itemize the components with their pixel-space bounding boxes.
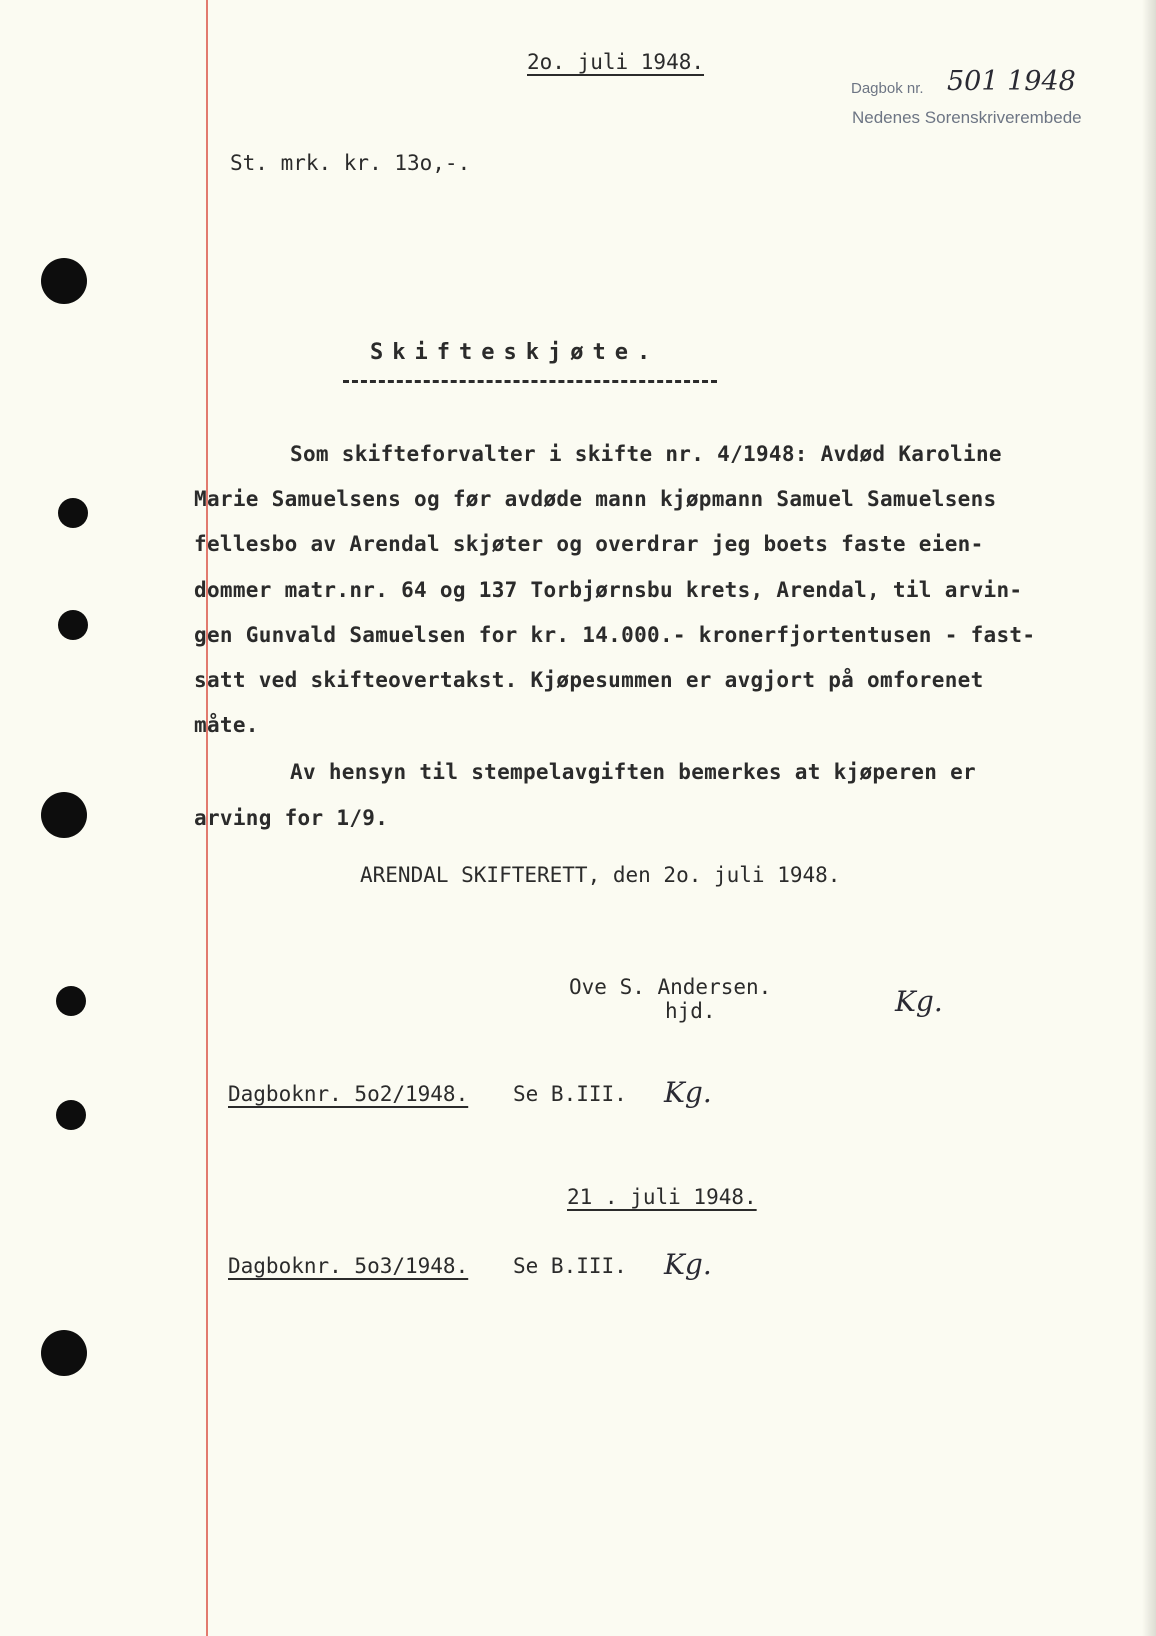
body-line: Som skifteforvalter i skifte nr. 4/1948: Avdød Karoline [290, 442, 1002, 466]
body-line: måte. [194, 713, 259, 737]
body-line: gen Gunvald Samuelsen for kr. 14.000.- kronerfjortentusen - fast- [194, 623, 1036, 647]
place-date: ARENDAL SKIFTERETT, den 2o. juli 1948. [360, 863, 841, 887]
signature-initials: Kg. [895, 985, 943, 1018]
diary-entry-ref: Dagboknr. 5o3/1948. [228, 1254, 469, 1278]
signatory-name: Ove S. Andersen. [569, 975, 772, 999]
body-line: fellesbo av Arendal skjøter og overdrar jeg boets faste eien- [194, 532, 984, 556]
diary-entry-initials: Kg. [664, 1076, 712, 1109]
stamp-label: Dagbok nr. [851, 80, 924, 97]
body-line: Av hensyn til stempelavgiften bemerkes at kjøperen er [290, 760, 976, 784]
document-title: Skifteskjøte. [370, 340, 660, 365]
punch-hole [41, 258, 87, 304]
body-line: dommer matr.nr. 64 og 137 Torbjørnsbu krets, Arendal, til arvin- [194, 578, 1023, 602]
second-date: 21 . juli 1948. [567, 1185, 757, 1209]
header-date: 2o. juli 1948. [527, 50, 705, 74]
punch-hole [56, 1100, 86, 1130]
body-line: satt ved skifteovertakst. Kjøpesummen er avgjort på omforenet [194, 668, 984, 692]
signatory-suffix: hjd. [665, 999, 716, 1023]
punch-hole [58, 610, 88, 640]
page-edge-shadow [1142, 0, 1156, 1636]
stamp-number: 501 1948 [947, 66, 1076, 97]
punch-hole [41, 1330, 87, 1376]
body-line: arving for 1/9. [194, 806, 389, 830]
diary-entry-note: Se B.III. [513, 1254, 627, 1278]
punch-hole [41, 792, 87, 838]
diary-entry-ref: Dagboknr. 5o2/1948. [228, 1082, 469, 1106]
diary-entry-initials: Kg. [664, 1248, 712, 1281]
diary-entry-note: Se B.III. [513, 1082, 627, 1106]
body-line: Marie Samuelsens og før avdøde mann kjøpmann Samuel Samuelsens [194, 487, 997, 511]
title-underline [343, 380, 717, 383]
stamp-office: Nedenes Sorenskriverembede [852, 108, 1082, 127]
punch-hole [56, 986, 86, 1016]
stamp-duty: St. mrk. kr. 13o,-. [230, 151, 471, 175]
punch-hole [58, 498, 88, 528]
